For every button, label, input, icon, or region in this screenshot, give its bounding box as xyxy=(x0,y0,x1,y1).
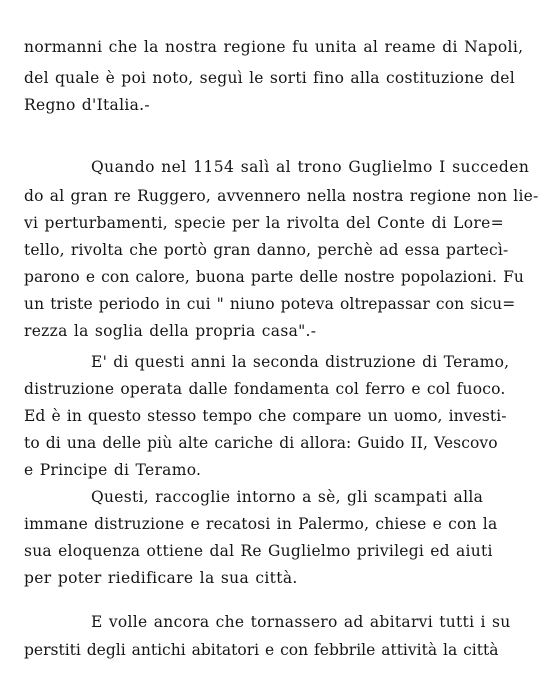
text-line: Ed è in questo stesso tempo che compare un uomo, investi- xyxy=(24,407,507,425)
text-line: rezza la soglia della propria casa".- xyxy=(24,322,317,340)
text-line: do al gran re Ruggero, avvennero nella nostra regione non lie- xyxy=(24,187,539,205)
text-line: immane distruzione e recatosi in Palermo, chiese e con la xyxy=(24,515,498,533)
text-line: Quando nel 1154 salì al trono Guglielmo I succeden xyxy=(91,158,530,176)
text-line: e Principe di Teramo. xyxy=(24,461,202,479)
text-line: per poter riedificare la sua città. xyxy=(24,569,298,587)
text-line: Regno d'Italia.- xyxy=(24,96,150,114)
text-line: parono e con calore, buona parte delle nostre popolazioni. Fu xyxy=(24,268,525,286)
text-line: vi perturbamenti, specie per la rivolta del Conte di Lore= xyxy=(24,214,504,232)
text-line: tello, rivolta che portò gran danno, perchè ad essa partecì- xyxy=(24,241,509,259)
text-line: E volle ancora che tornassero ad abitarvi tutti i su xyxy=(91,613,511,631)
text-line: perstiti degli antichi abitatori e con febbrile attività la città xyxy=(24,641,499,659)
text-line: un triste periodo in cui " niuno poteva oltrepassar con sicu= xyxy=(24,295,516,313)
text-line: sua eloquenza ottiene dal Re Guglielmo privilegi ed aiuti xyxy=(24,542,493,560)
text-line: Questi, raccoglie intorno a sè, gli scampati alla xyxy=(91,488,484,506)
text-line: to di una delle più alte cariche di allora: Guido II, Vescovo xyxy=(24,434,498,452)
text-line: del quale è poi noto, seguì le sorti fino alla costituzione del xyxy=(24,69,515,87)
text-line: distruzione operata dalle fondamenta col ferro e col fuoco. xyxy=(24,380,506,398)
text-line: E' di questi anni la seconda distruzione di Teramo, xyxy=(91,353,510,371)
text-line: normanni che la nostra regione fu unita al reame di Napoli, xyxy=(24,38,524,56)
